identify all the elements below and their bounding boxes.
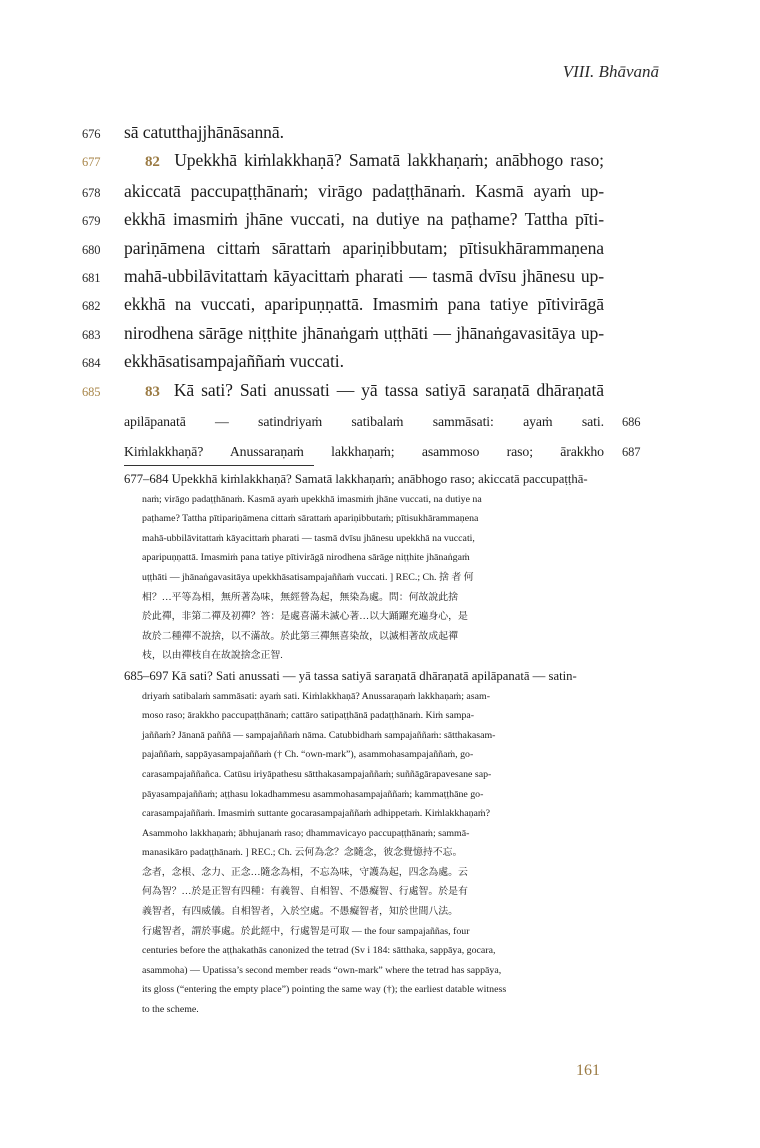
text-line (82, 234, 604, 262)
line-number-right: 686 (622, 415, 641, 430)
note-line: 677–684 Upekkhā kiṁlakkhaṇā? Samatā lakkhaṇaṁ; anābhogo raso; akiccatā paccupaṭṭhā- (124, 472, 588, 486)
note-line: 相？…平等為相，無所著為味，無經營為起，無染為處。問：何故說此捨 (142, 591, 459, 603)
note-line: 685–697 Kā sati? Sati anussati — yā tassa satiyā saraṇatā dhāraṇatā apilāpanatā — satin- (124, 668, 577, 683)
line-text: ekkhāsatisampajaññaṁ vuccati. (124, 351, 344, 372)
line-text: Kā sati? Sati anussati — yā tassa satiyā saraṇatā dhāraṇatā (173, 379, 604, 400)
note-line: carasampajaññaṁ. Imasmiṁ suttante gocarasampajaññaṁ adhippetaṁ. Kiṁlakkhaṇaṁ? (142, 808, 490, 820)
note-line: mahā-ubbilāvitattaṁ kāyacittaṁ pharati — tasmā dvīsu jhānesu upekkhā na vuccati, (142, 532, 475, 544)
text-line (124, 406, 641, 436)
apparatus-note (124, 667, 604, 1020)
line-text: sā catutthajjhānāsannā. (124, 122, 284, 142)
note-line: pāyasampajaññaṁ; aṭṭhasu lokadhammesu asammohasampajaññaṁ; kammaṭṭhāne go- (142, 788, 484, 800)
note-line: jaññaṁ? Jānanā paññā — sampajaññaṁ nāma. Catubbidhaṁ sampajaññaṁ: sātthakasam- (142, 729, 496, 741)
main-text (82, 118, 641, 467)
line-number-right: 687 (622, 445, 641, 460)
line-number: 676 (82, 127, 101, 141)
note-line: paṭhame? Tattha pītipariṇāmena cittaṁ sārattaṁ apariṇibbutaṁ; pītisukhārammaṇena (142, 513, 479, 525)
line-text: ekkhā imasmiṁ jhāne vuccati, na dutiye na paṭhame? Tattha pīti- (124, 209, 604, 230)
note-line: 行處智者，謂於事處。於此經中，行處智是可取 — the four sampajaññas, four (142, 925, 470, 937)
text-line (82, 205, 604, 233)
line-number: 683 (82, 327, 101, 342)
running-header: VIII. Bhāvanā (562, 62, 659, 81)
note-line: to the scheme. (142, 1004, 199, 1016)
text-line (82, 376, 604, 406)
line-text: nirodhena sārāge niṭṭhite jhānaṅgaṁ uṭṭhāti — jhānaṅgavasitāya up- (124, 322, 604, 343)
line-text: akiccatā paccupaṭṭhānaṁ; virāgo padaṭṭhānaṁ. Kasmā ayaṁ up- (124, 180, 604, 201)
apparatus-note (124, 470, 604, 666)
apparatus-notes (124, 470, 604, 1021)
paragraph-number: 83 (145, 383, 160, 400)
note-line: its gloss (“entering the empty place”) pointing the same way (†); the earliest datable witness (142, 984, 507, 996)
text-line (82, 118, 604, 146)
note-line: moso raso; ārakkho paccupaṭṭhānaṁ; cattāro satipaṭṭhānā padaṭṭhānaṁ. Kiṁ sampa- (142, 710, 475, 722)
note-line: centuries before the aṭṭhakathās canonized the tetrad (Sv i 184: sātthaka, sappāya, gocara, (142, 945, 496, 957)
text-line (82, 262, 604, 290)
note-line: 故於二種禪不說捨，以不滿故。於此第三禪無喜染故，以滅相著故成起禪 (142, 630, 459, 642)
note-line: uṭṭhāti — jhānaṅgavasitāya upekkhāsatisampajaññaṁ vuccati. ] REC.; Ch. 捨 者 何 (142, 571, 474, 583)
line-text: mahā-ubbilāvitattaṁ kāyacittaṁ pharati — tasmā dvīsu jhānesu up- (124, 266, 604, 287)
note-line: carasampajaññañca. Catūsu iriyāpathesu sātthakasampajaññaṁ; suññāgārapavesane sap- (142, 768, 492, 780)
note-line: 枝，以由禪枝自在故說捨念正智. (142, 650, 283, 662)
line-number: 677 (82, 155, 101, 170)
line-number: 682 (82, 299, 101, 314)
line-number: 685 (82, 384, 101, 399)
paragraph-number: 82 (145, 154, 160, 171)
note-line: naṁ; virāgo padaṭṭhānaṁ. Kasmā ayaṁ upekkhā imasmiṁ jhāne vuccati, na dutiye na (142, 493, 482, 505)
note-line: Asammoho lakkhaṇaṁ; ābhujanaṁ raso; dhammavicayo paccupaṭṭhānaṁ; sammā- (142, 827, 470, 839)
note-line: driyaṁ satibalaṁ sammāsati: ayaṁ sati. Kiṁlakkhaṇā? Anussaraṇaṁ lakkhaṇaṁ; asam- (142, 690, 490, 702)
line-number: 684 (82, 356, 101, 371)
note-line: asammoha) — Upatissa’s second member reads “own-mark” where the tetrad has sappāya, (142, 964, 502, 976)
note-line: 何為智？…於是正智有四種：有義智、自相智、不愚癡智、行處智。於是有 (142, 886, 468, 898)
text-line (82, 290, 604, 318)
line-text: pariṇāmena cittaṁ sārattaṁ apariṇibbutam; pītisukhārammaṇena (124, 237, 604, 258)
text-line (124, 436, 641, 466)
line-number: 680 (82, 242, 101, 257)
text-line (82, 347, 604, 375)
line-number: 679 (82, 214, 101, 229)
line-text: apilāpanatā — satindriyaṁ satibalaṁ sammāsati: ayaṁ sati. (124, 414, 604, 430)
note-line: 義智者，有四威儀。自相智者，入於空處。不愚癡智者，知於世間八法。 (142, 906, 459, 918)
page-number: 161 (576, 1062, 600, 1079)
line-text: ekkhā na vuccati, aparipuṇṇattā. Imasmiṁ pana tatiye pītivirāgā (124, 294, 604, 315)
line-text: Kiṁlakkhaṇā? Anussaraṇaṁ lakkhaṇaṁ; asammoso raso; ārakkho (124, 444, 604, 460)
text-line (82, 319, 604, 347)
note-line: aparipuṇṇattā. Imasmiṁ pana tatiye pītivirāgā nirodhena sārāge niṭṭhite jhānaṅgaṁ (142, 552, 470, 564)
text-line (82, 146, 604, 176)
note-line: 念者，念根、念力、正念…隨念為相，不忘為味，守護為起，四念為處。云 (142, 866, 468, 878)
line-text: Upekkhā kiṁlakkhaṇā? Samatā lakkhaṇaṁ; anābhogo raso; (174, 150, 604, 171)
note-line: 於此禪，非第二禪及初禪？答：是處喜滿未滅心著…以大踊躍充遍身心，是 (142, 611, 468, 623)
line-number: 678 (82, 185, 101, 200)
text-line (82, 177, 604, 205)
footnote-rule (124, 465, 314, 466)
line-number: 681 (82, 271, 101, 286)
note-line: pajaññaṁ, sappāyasampajaññaṁ († Ch. “own-mark”), asammohasampajaññaṁ, go- (142, 749, 474, 761)
note-line: manasikāro padaṭṭhānaṁ. ] REC.; Ch. 云何為念？念隨念，彼念覺憶持不忘。 (142, 847, 463, 859)
